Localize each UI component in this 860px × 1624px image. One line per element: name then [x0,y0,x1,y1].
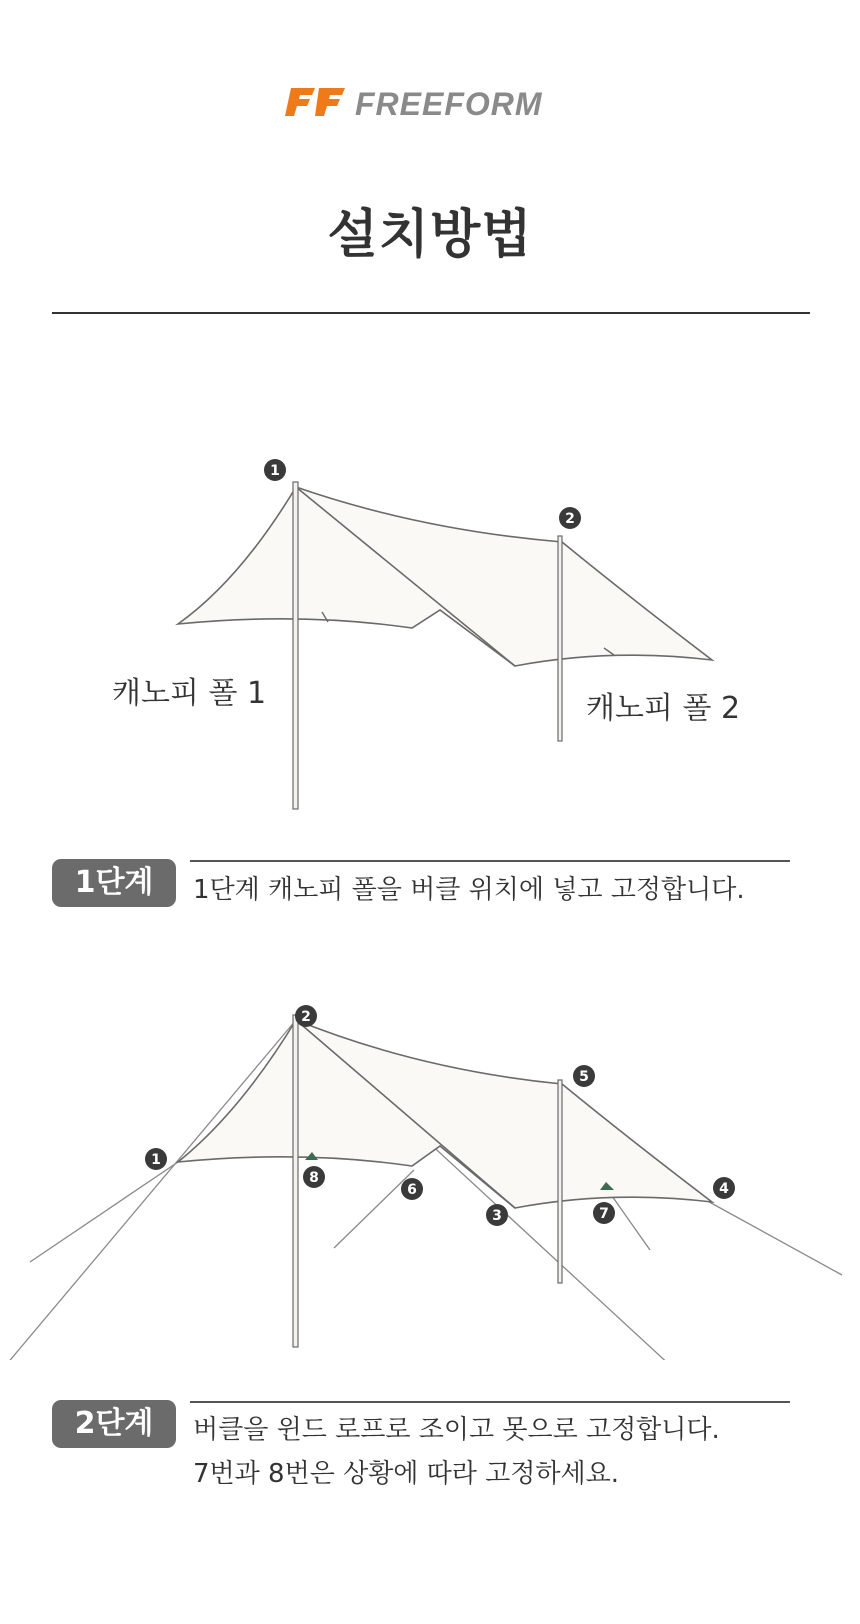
step2-description [193,1408,720,1496]
step1-diagram [0,440,860,820]
step2-badge: 2단계 [52,1400,176,1448]
marker-2 [295,1005,317,1027]
canopy-pole-2 [558,536,562,741]
canopy-pole-1 [293,1015,298,1347]
svg-text:5: 5 [579,1069,589,1085]
svg-text:2: 2 [301,1009,311,1025]
marker-1 [145,1148,167,1170]
pole1-label: 캐노피 폴 1 [112,676,267,711]
canopy-pole-1 [293,482,298,809]
svg-text:6: 6 [407,1182,417,1198]
page-title: 설치방법 [327,205,533,265]
marker-5 [573,1065,595,1087]
svg-text:7: 7 [599,1206,609,1222]
step1-badge: 1단계 [52,859,176,907]
marker-8 [303,1166,325,1188]
marker-7 [593,1202,615,1224]
canopy-tarp [178,1020,712,1208]
canopy-tarp [178,487,712,666]
step2-line-2: 7번과 8번은 상황에 따라 고정하세요. [193,1459,620,1489]
pole2-label: 캐노피 폴 2 [586,691,741,726]
canopy-pole-2 [558,1080,562,1283]
svg-text:3: 3 [492,1208,502,1224]
brand-logo [0,82,860,122]
title-divider [52,312,810,314]
brand-name: FREEFORM [355,86,543,122]
marker-1 [264,459,286,481]
marker-3 [486,1204,508,1226]
svg-text:1: 1 [270,463,280,479]
step2-line-1: 버클을 윈드 로프로 조이고 못으로 고정합니다. [193,1415,720,1445]
step1-divider [190,860,790,862]
svg-text:2: 2 [565,511,575,527]
svg-text:8: 8 [309,1170,319,1186]
svg-text:1: 1 [151,1152,161,1168]
marker-2 [559,507,581,529]
step2-diagram [0,990,860,1360]
freeform-logo-mark [285,88,345,116]
step2-divider [190,1401,790,1403]
step1-description [193,868,745,912]
marker-4 [713,1177,735,1199]
marker-6 [401,1178,423,1200]
svg-text:4: 4 [719,1181,729,1197]
step1-line-1: 1단계 캐노피 폴을 버클 위치에 넣고 고정합니다. [193,875,745,905]
